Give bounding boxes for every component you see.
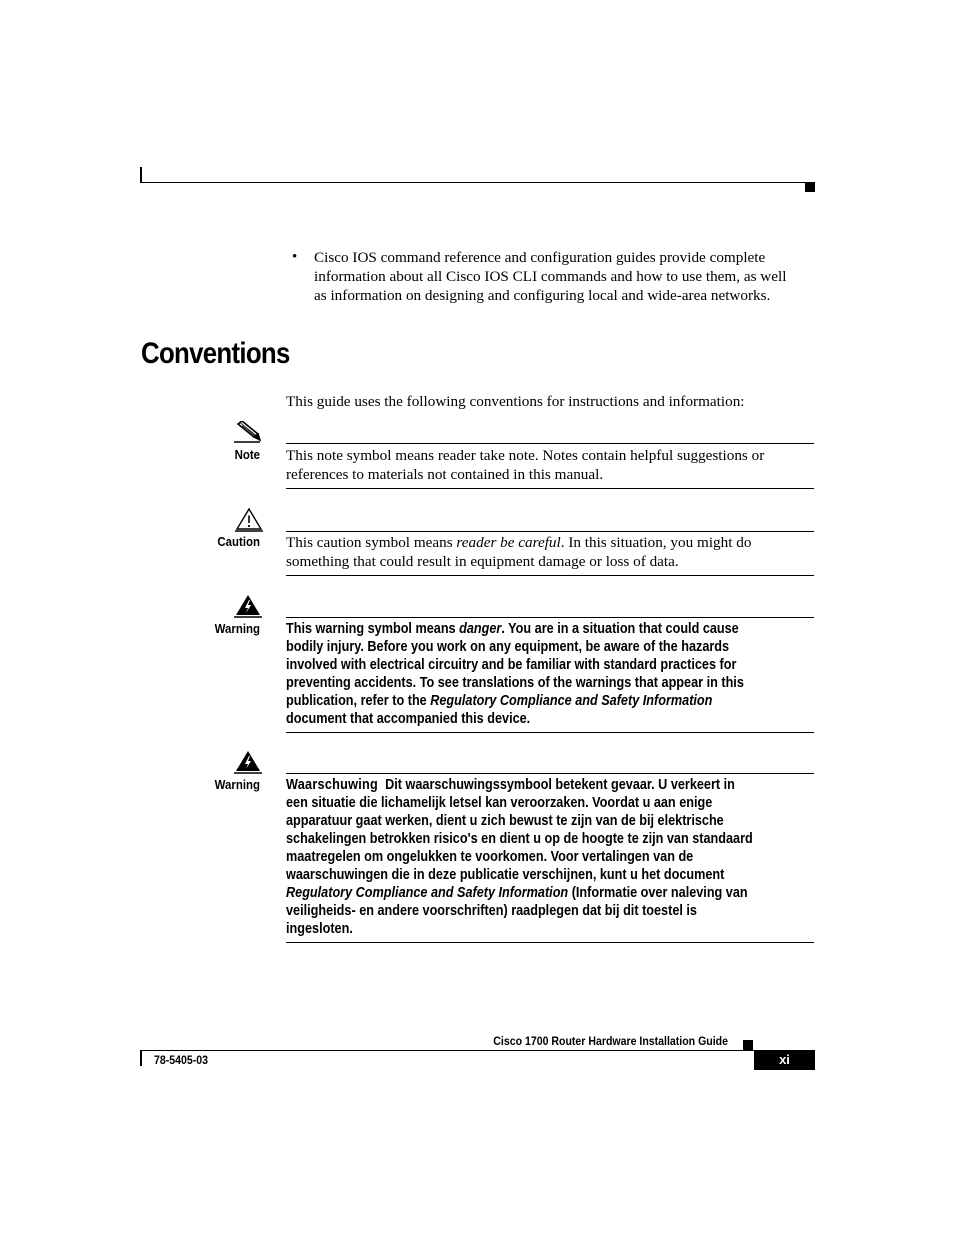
header-rule bbox=[140, 182, 815, 183]
warning-emphasis: danger bbox=[459, 621, 502, 637]
note-label: Note bbox=[234, 447, 260, 462]
warning-nl-text-part: (Informatie over naleving van bbox=[568, 885, 748, 901]
warning-nl-line: veiligheids- en andere voorschriften) raadplegen dat bij dit toestel is bbox=[286, 903, 697, 919]
warning-nl-line bbox=[286, 776, 814, 794]
warning-text bbox=[286, 620, 814, 728]
warning-nl-line: maatregelen om ongelukken te voorkomen. Voor vertalingen van de bbox=[286, 849, 694, 865]
bullet-paragraph bbox=[314, 248, 819, 305]
caution-line: something that could result in equipment damage or loss of data. bbox=[286, 553, 679, 570]
footer-doc-number: 78-5405-03 bbox=[154, 1053, 209, 1067]
warning-nl-rule-bottom bbox=[286, 942, 814, 943]
bullet-symbol: • bbox=[292, 249, 298, 265]
warning-nl-heading: Waarschuwing bbox=[286, 777, 379, 793]
caution-text-part: This caution symbol means bbox=[286, 534, 457, 551]
warning-text-part: . You are in a situation that could cause bbox=[501, 621, 739, 637]
warning-lightning-icon bbox=[234, 594, 262, 618]
footer-rule bbox=[140, 1050, 754, 1051]
footer-rule-vertical bbox=[140, 1050, 142, 1066]
warning-line: bodily injury. Before you work on any equipment, be aware of the hazards bbox=[286, 639, 730, 655]
caution-text-part: . In this situation, you might do bbox=[560, 534, 752, 551]
warning-nl-label: Warning bbox=[214, 777, 260, 792]
warning-nl-gap bbox=[378, 777, 385, 793]
warning-line: preventing accidents. To see translations of the warnings that appear in this bbox=[286, 675, 744, 691]
warning-lightning-icon bbox=[234, 750, 262, 774]
warning-rule-top bbox=[286, 617, 814, 618]
caution-rule-bottom bbox=[286, 575, 814, 576]
page-number: xi bbox=[754, 1050, 815, 1070]
caution-triangle-icon bbox=[235, 507, 263, 532]
warning-nl-doc-title: Regulatory Compliance and Safety Information bbox=[286, 885, 569, 901]
warning-text-part: publication, refer to the bbox=[286, 693, 431, 709]
header-rule-vertical bbox=[140, 167, 142, 183]
bullet-line: information about all Cisco IOS CLI commands and how to use them, as well bbox=[314, 268, 787, 285]
warning-line: involved with electrical circuitry and be familiar with standard practices for bbox=[286, 657, 737, 673]
caution-line bbox=[286, 533, 814, 552]
footer-marker-block bbox=[743, 1040, 753, 1050]
warning-nl-line: een situatie die lichamelijk letsel kan veroorzaken. Voordat u aan enige bbox=[286, 795, 713, 811]
warning-doc-title: Regulatory Compliance and Safety Information bbox=[430, 693, 713, 709]
section-intro: This guide uses the following conventions for instructions and information: bbox=[286, 393, 745, 410]
warning-nl-line bbox=[286, 884, 814, 902]
bullet-line: Cisco IOS command reference and configuration guides provide complete bbox=[314, 249, 766, 266]
note-rule-top bbox=[286, 443, 814, 444]
warning-nl-text-part: Dit waarschuwingssymbool betekent gevaar. U verkeert in bbox=[385, 777, 735, 793]
warning-rule-bottom bbox=[286, 732, 814, 733]
warning-nl-rule-top bbox=[286, 773, 814, 774]
warning-label: Warning bbox=[214, 621, 260, 636]
warning-nl-line: apparatuur gaat werken, dient u zich bewust te zijn van de bij elektrische bbox=[286, 813, 724, 829]
footer-guide-title: Cisco 1700 Router Hardware Installation Guide bbox=[493, 1034, 728, 1048]
warning-nl-line: ingesloten. bbox=[286, 921, 353, 937]
warning-text-part: This warning symbol means bbox=[286, 621, 460, 637]
warning-nl-line: waarschuwingen die in deze publicatie verschijnen, kunt u het document bbox=[286, 867, 725, 883]
warning-line bbox=[286, 620, 814, 638]
caution-text bbox=[286, 533, 814, 571]
warning-line: document that accompanied this device. bbox=[286, 711, 531, 727]
note-text bbox=[286, 446, 814, 484]
caution-emphasis: reader be careful bbox=[456, 534, 561, 551]
warning-nl-line: schakelingen betrokken risico's en dient u op de hoogte te zijn van standaard bbox=[286, 831, 753, 847]
header-marker-block bbox=[805, 182, 815, 192]
note-line: This note symbol means reader take note. Notes contain helpful suggestions or bbox=[286, 447, 765, 464]
pencil-note-icon bbox=[233, 421, 261, 443]
warning-line bbox=[286, 692, 814, 710]
warning-nl-text bbox=[286, 776, 814, 938]
note-line: references to materials not contained in this manual. bbox=[286, 466, 604, 483]
section-title: Conventions bbox=[141, 337, 290, 370]
note-rule-bottom bbox=[286, 488, 814, 489]
caution-label: Caution bbox=[217, 534, 260, 549]
bullet-line: as information on designing and configuring local and wide-area networks. bbox=[314, 287, 771, 304]
caution-rule-top bbox=[286, 531, 814, 532]
